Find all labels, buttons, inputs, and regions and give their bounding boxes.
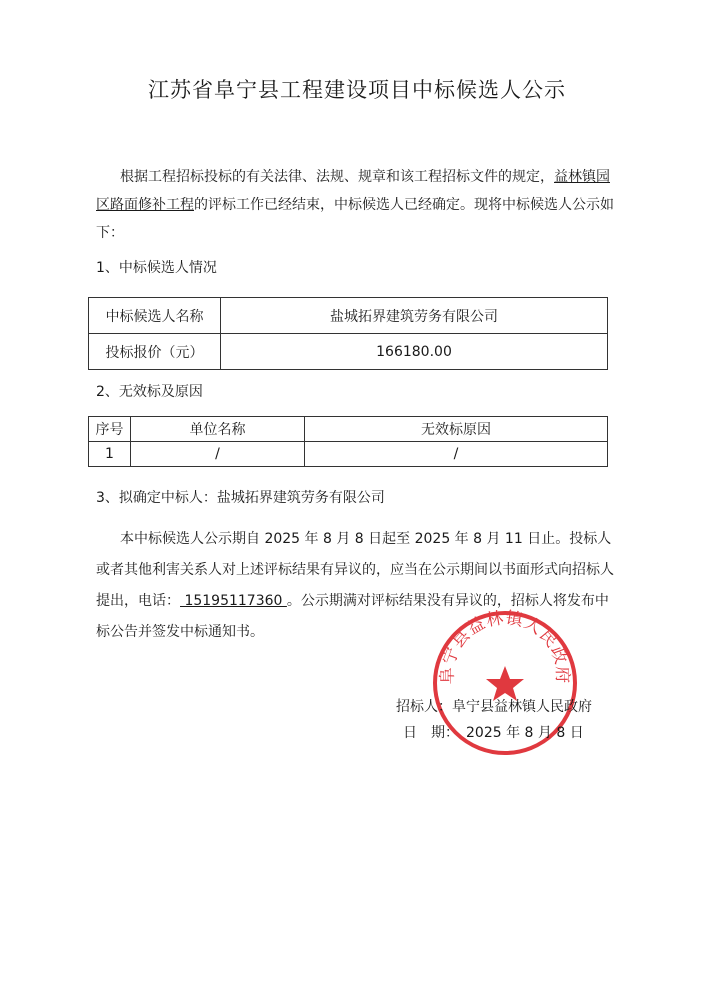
notice-text-after: 。公示期满对评标结果没有异议的，招标人将发布中标公告并签发中标通知书。 [96, 593, 609, 640]
project-name: 益林镇园区路面修补工程 [96, 169, 610, 213]
phone-number: 15195117360 [180, 593, 287, 609]
table-header-row [89, 417, 608, 442]
table-row [89, 334, 608, 370]
header-reason: 无效标原因 [305, 417, 608, 442]
intro-paragraph [96, 163, 616, 247]
section-2-heading: 2、无效标及原因 [96, 384, 203, 400]
bid-price-label: 投标报价（元） [89, 334, 221, 370]
intro-text-after: 的评标工作已经结束，中标候选人已经确定。现将中标候选人公示如下： [96, 197, 614, 241]
cell-index: 1 [89, 442, 131, 467]
table-row [89, 442, 608, 467]
section-3-heading: 3、拟确定中标人：盐城拓界建筑劳务有限公司 [96, 490, 385, 506]
header-index: 序号 [89, 417, 131, 442]
header-unit-name: 单位名称 [131, 417, 305, 442]
signature-date: 日 期： 2025 年 8 月 8 日 [403, 725, 584, 741]
candidate-name-label: 中标候选人名称 [89, 298, 221, 334]
seal-text: 阜宁县益林镇人民政府 [437, 608, 573, 685]
candidate-name-value: 盐城拓界建筑劳务有限公司 [221, 298, 608, 334]
invalid-bid-table [88, 416, 608, 467]
tenderer-signature: 招标人：阜宁县益林镇人民政府 [396, 699, 592, 715]
intro-text-before: 根据工程招标投标的有关法律、法规、规章和该工程招标文件的规定， [120, 169, 554, 185]
table-row [89, 298, 608, 334]
bid-price-value: 166180.00 [221, 334, 608, 370]
notice-text-before: 本中标候选人公示期自 2025 年 8 月 8 日起至 2025 年 8 月 11 日止。投标人或者其他利害关系人对上述评标结果有异议的，应当在公示期间以书面形式向招标人提出，电话： [96, 531, 614, 609]
cell-reason: / [305, 442, 608, 467]
candidate-table [88, 297, 608, 370]
page-title: 江苏省阜宁县工程建设项目中标候选人公示 [148, 78, 566, 102]
cell-unit-name: / [131, 442, 305, 467]
section-1-heading: 1、中标候选人情况 [96, 260, 217, 276]
